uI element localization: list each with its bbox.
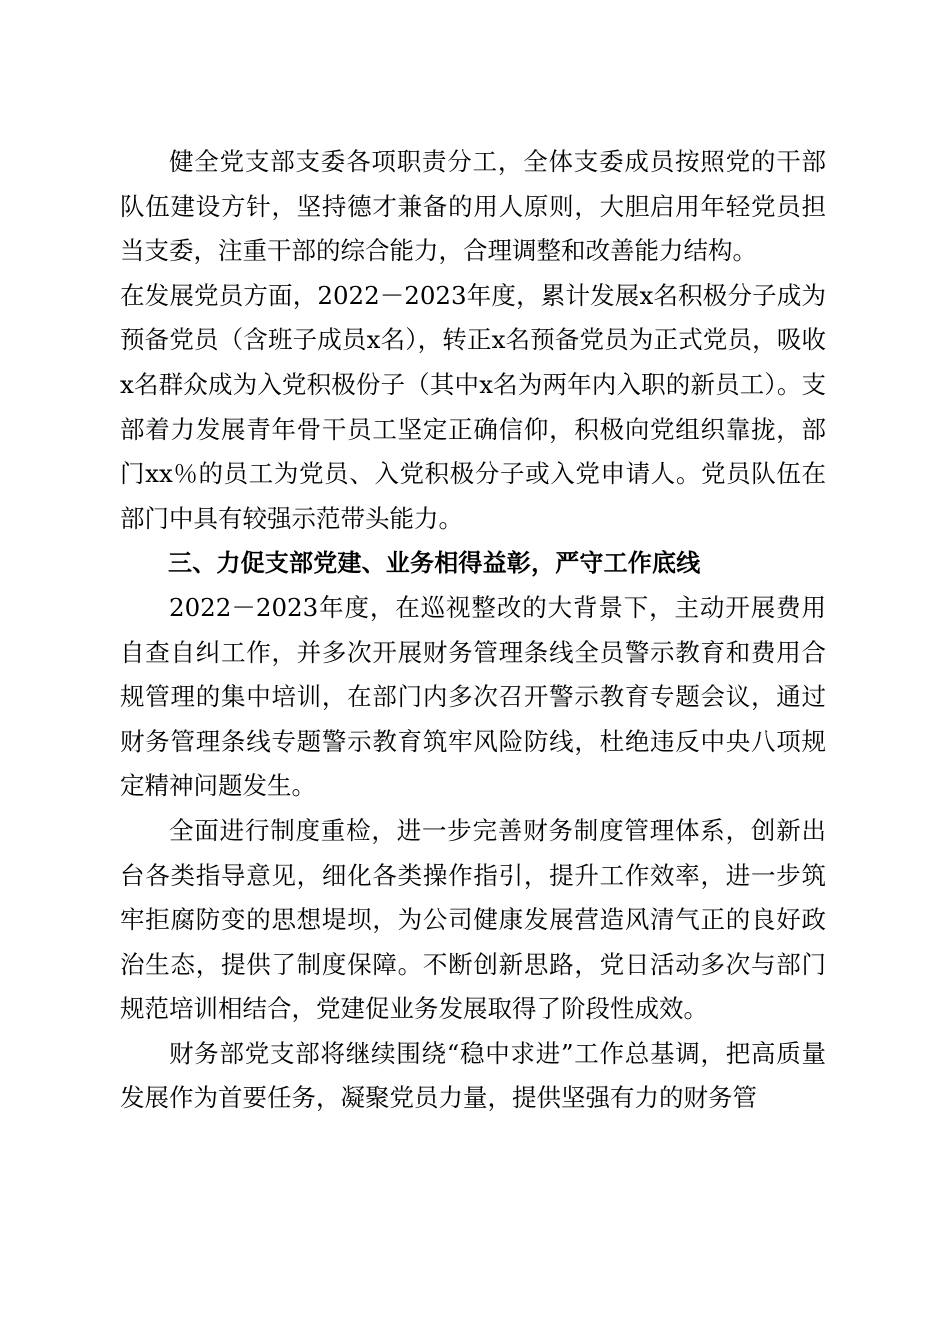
section-heading-3: 三、力促支部党建、业务相得益彰，严守工作底线: [168, 549, 701, 578]
paragraph-committee-duties: 健全党支部支委各项职责分工，全体支委成员按照党的干部队伍建设方针，坚持德才兼备的用人原则，大胆启用年轻党员担当支委，注重干部的综合能力，合理调整和改善能力结构。: [120, 147, 826, 266]
paragraph-future-work: 财务部党支部将继续围绕“稳中求进”工作总基调，把高质量发展作为首要任务，凝聚党员力量，提供坚强有力的财务管: [120, 1038, 826, 1113]
paragraph-inspection-rectification: 2022－2023年度，在巡视整改的大背景下，主动开展费用自查自纠工作，并多次开展财务管理条线全员警示教育和费用合规管理的集中培训，在部门内多次召开警示教育专题会议，通过财务管理条线专题警示教育筑牢风险防线，杜绝违反中央八项规定精神问题发生。: [120, 592, 826, 801]
paragraph-system-review: 全面进行制度重检，进一步完善财务制度管理体系，创新出台各类指导意见，细化各类操作指引，提升工作效率，进一步筑牢拒腐防变的思想堤坝，为公司健康发展营造风清气正的良好政治生态，提供了制度保障。不断创新思路，党日活动多次与部门规范培训相结合，党建促业务发展取得了阶段性成效。: [120, 815, 826, 1024]
document-body: [120, 140, 826, 1121]
paragraph-member-development: 在发展党员方面，2022－2023年度，累计发展x名积极分子成为预备党员（含班子成员x名），转正x名预备党员为正式党员，吸收x名群众成为入党积极份子（其中x名为两年内入职的新员工）。支部着力发展青年骨干员工坚定正确信仰，积极向党组织靠拢，部门xx％的员工为党员、入党积极分子或入党申请人。党员队伍在部门中具有较强示范带头能力。: [120, 280, 826, 533]
